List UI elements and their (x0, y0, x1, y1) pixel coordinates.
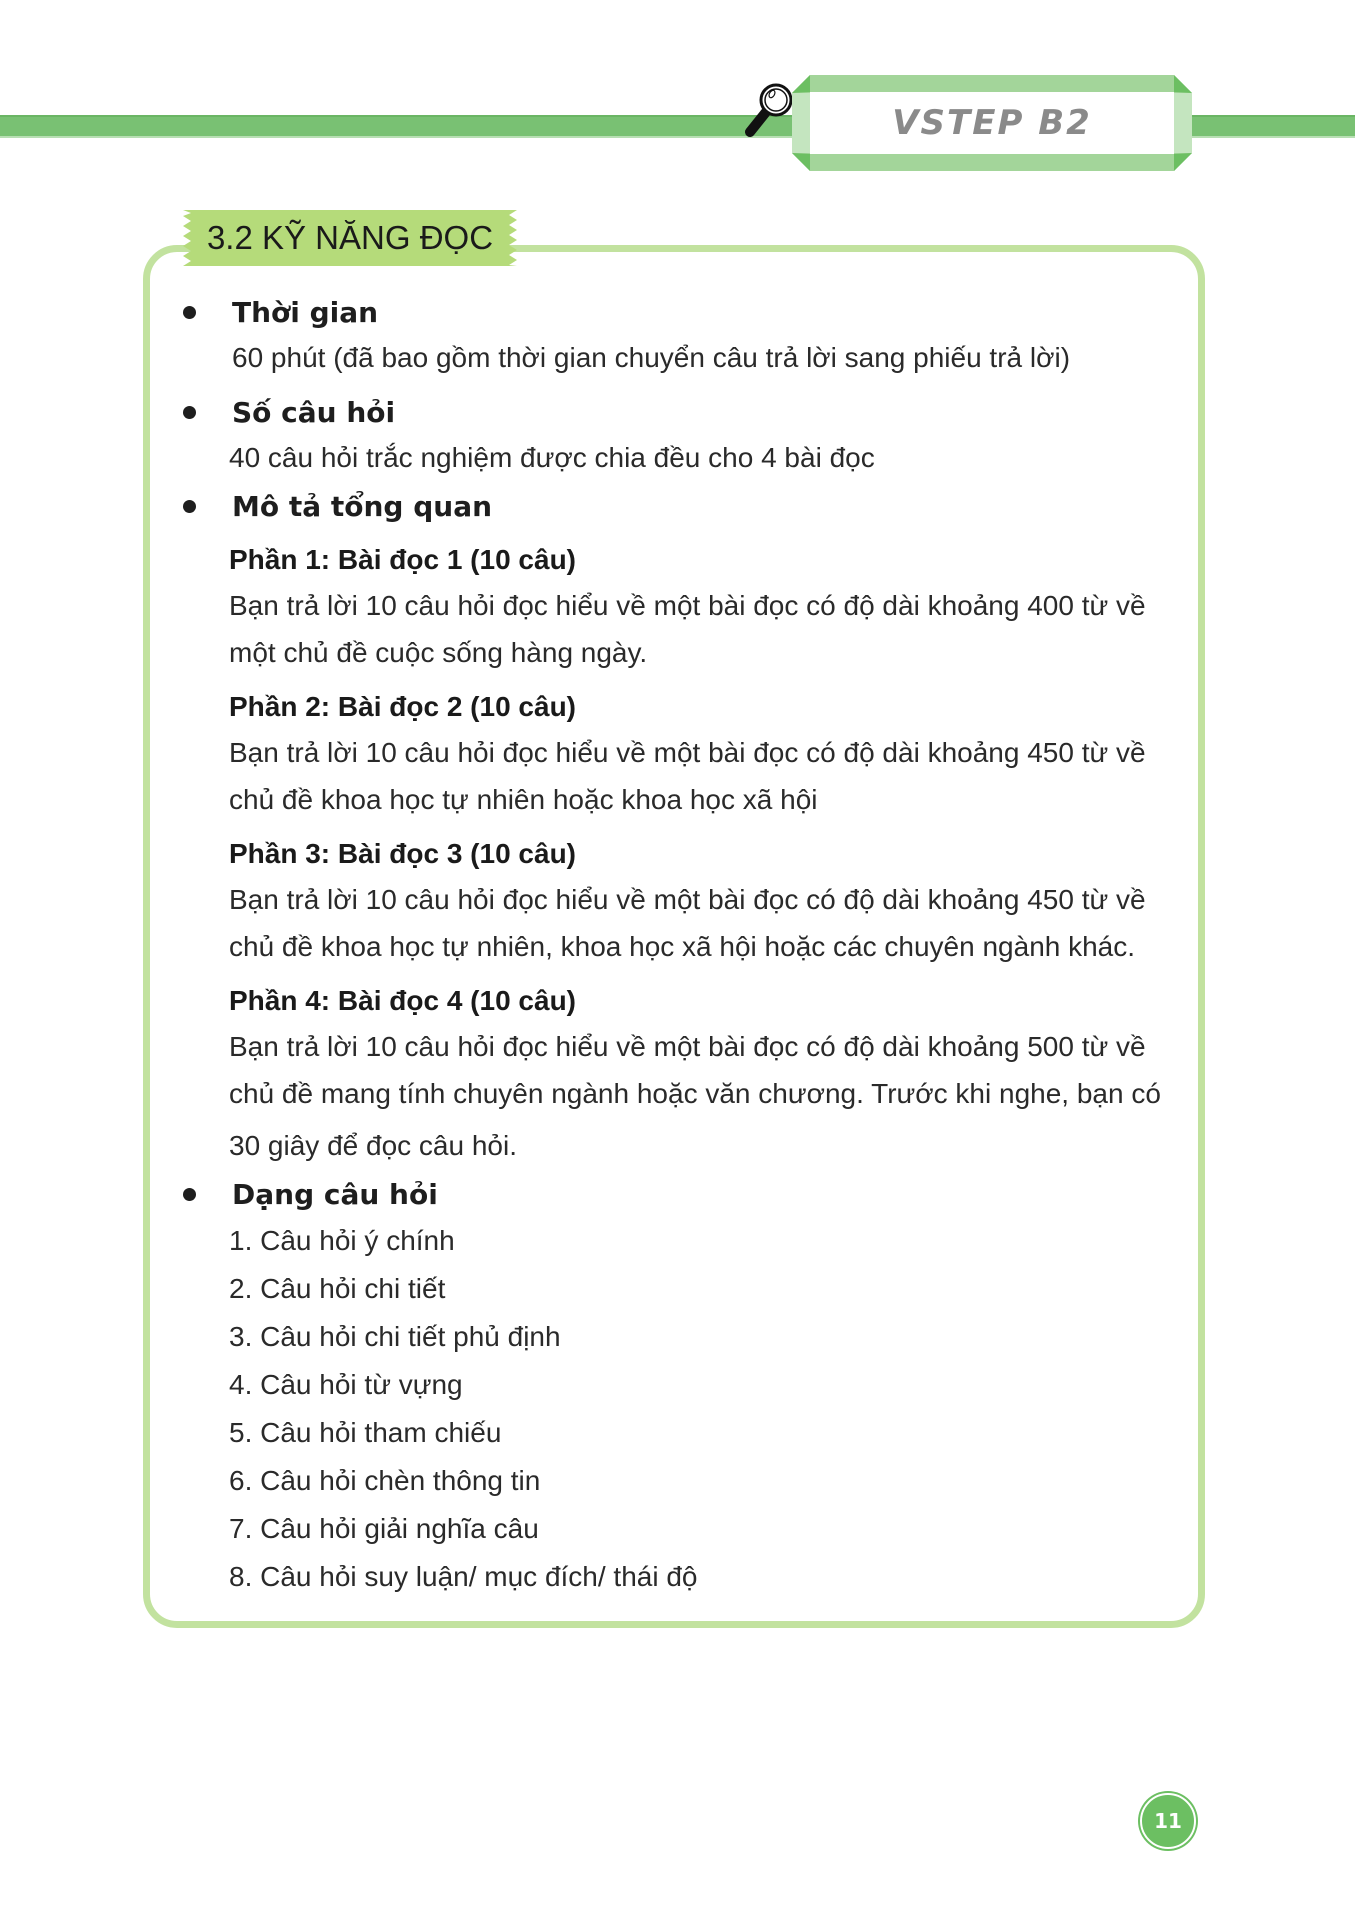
section-tag (183, 210, 517, 266)
part-1-title: Phần 1: Bài đọc 1 (10 câu) (229, 544, 576, 575)
part-2-title: Phần 2: Bài đọc 2 (10 câu) (229, 691, 576, 722)
time-text: 60 phút (đã bao gồm thời gian chuyển câu trả lời sang phiếu trả lời) (232, 342, 1071, 373)
question-type-item: 6. Câu hỏi chèn thông tin (229, 1465, 541, 1496)
header-banner (792, 75, 1192, 171)
part-1-line: Bạn trả lời 10 câu hỏi đọc hiểu về một bài đọc có độ dài khoảng 400 từ về (229, 590, 1146, 621)
heading-questions: Số câu hỏi (232, 396, 396, 429)
part-4-title: Phần 4: Bài đọc 4 (10 câu) (229, 985, 576, 1016)
banner-title: VSTEP B2 (892, 103, 1092, 143)
heading-time: Thời gian (232, 296, 379, 329)
part-3-line: Bạn trả lời 10 câu hỏi đọc hiểu về một bài đọc có độ dài khoảng 450 từ về (229, 884, 1146, 915)
bullet-icon (183, 306, 196, 319)
bullet-overview (183, 490, 492, 523)
question-type-item: 3. Câu hỏi chi tiết phủ định (229, 1321, 561, 1352)
part-1-line: một chủ đề cuộc sống hàng ngày. (229, 637, 648, 668)
magnifier-icon (740, 80, 796, 140)
question-type-item: 7. Câu hỏi giải nghĩa câu (229, 1513, 539, 1544)
bullet-time (183, 296, 378, 329)
heading-overview: Mô tả tổng quan (232, 490, 493, 523)
bullet-icon (183, 406, 196, 419)
bullet-questions (183, 396, 395, 429)
part-3-line: chủ đề khoa học tự nhiên, khoa học xã hội hoặc các chuyên ngành khác. (229, 931, 1136, 962)
part-4-line: 30 giây để đọc câu hỏi. (229, 1130, 517, 1161)
part-4-line: Bạn trả lời 10 câu hỏi đọc hiểu về một bài đọc có độ dài khoảng 500 từ về (229, 1031, 1146, 1062)
part-2-line: chủ đề khoa học tự nhiên hoặc khoa học xã hội (229, 784, 818, 815)
question-type-item: 1. Câu hỏi ý chính (229, 1225, 455, 1256)
part-3-title: Phần 3: Bài đọc 3 (10 câu) (229, 838, 576, 869)
question-type-item: 2. Câu hỏi chi tiết (229, 1273, 446, 1304)
question-type-item: 5. Câu hỏi tham chiếu (229, 1417, 502, 1448)
section-title: 3.2 KỸ NĂNG ĐỌC (206, 219, 494, 256)
bullet-question-types (183, 1178, 438, 1211)
part-4-line: chủ đề mang tính chuyên ngành hoặc văn chương. Trước khi nghe, bạn có (229, 1078, 1161, 1109)
question-type-item: 8. Câu hỏi suy luận/ mục đích/ thái độ (229, 1561, 698, 1592)
page-number: 11 (1140, 1793, 1196, 1849)
bullet-icon (183, 1188, 196, 1201)
heading-question-types: Dạng câu hỏi (232, 1178, 438, 1211)
question-type-item: 4. Câu hỏi từ vựng (229, 1369, 463, 1400)
bullet-icon (183, 500, 196, 513)
part-2-line: Bạn trả lời 10 câu hỏi đọc hiểu về một bài đọc có độ dài khoảng 450 từ về (229, 737, 1146, 768)
questions-text: 40 câu hỏi trắc nghiệm được chia đều cho 4 bài đọc (229, 442, 875, 473)
